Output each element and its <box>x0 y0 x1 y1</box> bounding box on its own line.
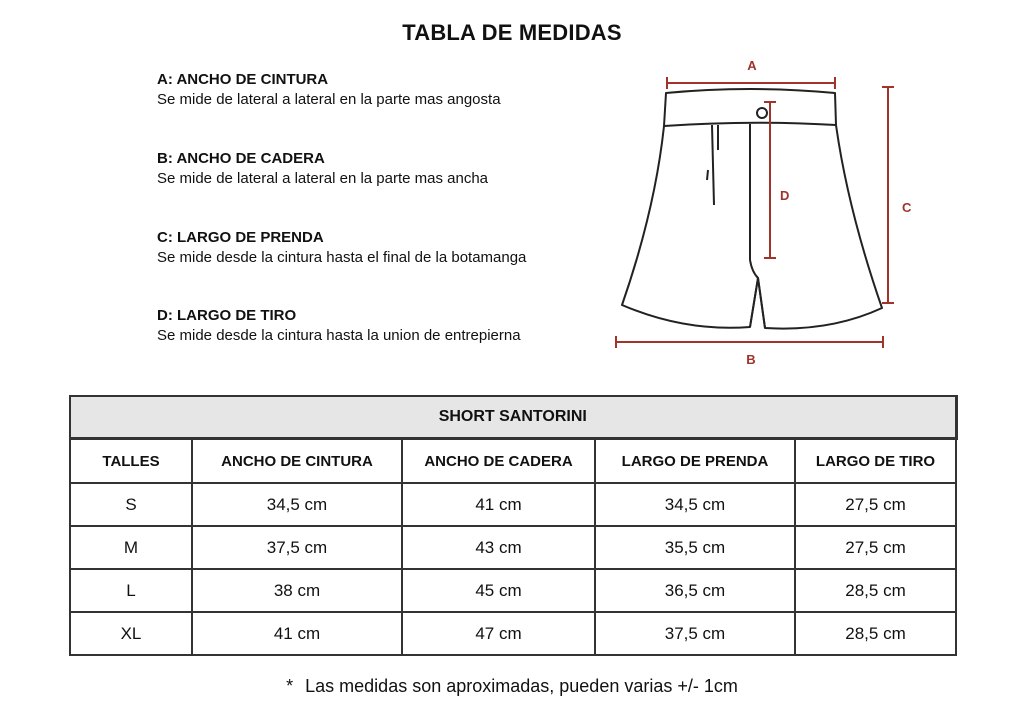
measure-line-d <box>764 102 776 258</box>
column-header: ANCHO DE CINTURA <box>192 439 402 484</box>
table-cell: M <box>70 526 192 569</box>
shorts-outline-icon <box>600 50 930 375</box>
size-table <box>69 395 958 656</box>
definition-label: C: LARGO DE PRENDA <box>157 229 324 246</box>
definition-d <box>157 306 597 346</box>
table-cell: 27,5 cm <box>795 526 956 569</box>
table-row <box>70 569 956 612</box>
table-column-headers <box>70 439 956 484</box>
table-row <box>70 612 956 655</box>
table-cell: 28,5 cm <box>795 569 956 612</box>
table-cell: 41 cm <box>192 612 402 655</box>
definition-b <box>157 149 597 189</box>
measure-line-b <box>616 336 883 348</box>
table-cell: S <box>70 483 192 526</box>
table-header: SHORT SANTORINI <box>70 396 956 439</box>
table-row <box>70 483 956 526</box>
table-row <box>70 526 956 569</box>
table-cell: 27,5 cm <box>795 483 956 526</box>
column-header: TALLES <box>70 439 192 484</box>
definition-desc: Se mide desde la cintura hasta la union de entrepierna <box>157 327 521 344</box>
footnote-text: Las medidas son aproximadas, pueden varias +/- 1cm <box>305 676 738 696</box>
definition-desc: Se mide de lateral a lateral en la parte mas ancha <box>157 170 489 187</box>
table-cell: 34,5 cm <box>595 483 795 526</box>
measure-label-b: B <box>746 352 756 367</box>
footnote-asterisk: * <box>286 676 294 696</box>
table-cell: 37,5 cm <box>595 612 795 655</box>
column-header: LARGO DE PRENDA <box>595 439 795 484</box>
table-cell: 35,5 cm <box>595 526 795 569</box>
shorts-diagram <box>600 50 930 375</box>
table-cell: 47 cm <box>402 612 595 655</box>
table-cell: 41 cm <box>402 483 595 526</box>
definition-label: B: ANCHO DE CADERA <box>157 150 325 167</box>
definition-a <box>157 70 597 110</box>
measure-label-c: C <box>902 200 912 215</box>
table-cell: 43 cm <box>402 526 595 569</box>
definition-label: D: LARGO DE TIRO <box>157 307 297 324</box>
measure-line-c <box>882 87 894 303</box>
column-header: ANCHO DE CADERA <box>402 439 595 484</box>
table-cell: 34,5 cm <box>192 483 402 526</box>
table-cell: L <box>70 569 192 612</box>
footnote <box>0 676 1024 697</box>
page-title: TABLA DE MEDIDAS <box>402 20 622 45</box>
table-cell: 28,5 cm <box>795 612 956 655</box>
definition-c <box>157 228 597 268</box>
table-cell: 45 cm <box>402 569 595 612</box>
measure-label-d: D <box>780 188 790 203</box>
column-header: LARGO DE TIRO <box>795 439 956 484</box>
definition-desc: Se mide desde la cintura hasta el final de la botamanga <box>157 249 527 266</box>
definition-label: A: ANCHO DE CINTURA <box>157 71 329 88</box>
table-cell: XL <box>70 612 192 655</box>
measure-label-a: A <box>747 58 757 73</box>
definition-desc: Se mide de lateral a lateral en la parte mas angosta <box>157 91 501 108</box>
table-cell: 38 cm <box>192 569 402 612</box>
table-cell: 36,5 cm <box>595 569 795 612</box>
table-cell: 37,5 cm <box>192 526 402 569</box>
shorts-outline <box>622 89 882 329</box>
measure-line-a <box>667 77 835 89</box>
